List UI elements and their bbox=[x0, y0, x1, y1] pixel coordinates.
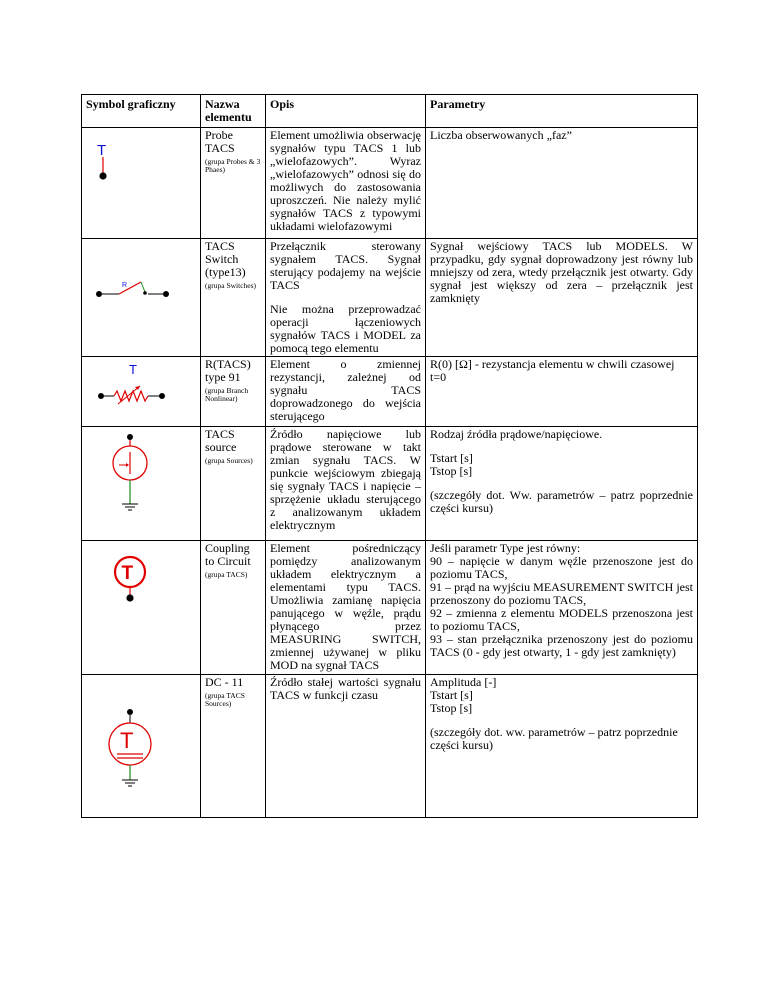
name-cell bbox=[201, 357, 266, 427]
element-name: TACS source bbox=[205, 427, 237, 454]
param-line: Sygnał wejściowy TACS lub MODELS. W przypadku, gdy sygnał doprowadzony jest równy lub mniejszy od zera, wtedy przełącznik jest otwarty. Gdy sygnał jest większy od zera – przełącznik jest zamknięty bbox=[430, 239, 693, 305]
params-cell bbox=[426, 239, 698, 357]
param-line: Amplituda [-] bbox=[430, 675, 497, 689]
table-row bbox=[82, 541, 698, 675]
params-cell bbox=[426, 357, 698, 427]
element-group: (grupa Sources) bbox=[205, 456, 253, 465]
name-cell bbox=[201, 675, 266, 818]
param-line: 93 – stan przełącznika przenoszony jest do poziomu TACS (0 - gdy jest otwarty, 1 - gdy jest zamknięty) bbox=[430, 632, 693, 659]
svg-text:T: T bbox=[120, 728, 134, 753]
params-cell bbox=[426, 128, 698, 239]
desc-cell bbox=[266, 239, 426, 357]
param-line: Tstop [s] bbox=[430, 701, 473, 715]
table-row bbox=[82, 239, 698, 357]
name-cell bbox=[201, 541, 266, 675]
param-line: (szczegóły dot. Ww. parametrów – patrz poprzednie części kursu) bbox=[430, 488, 693, 515]
desc-cell: Element o zmiennej rezystancji, zależnej od sygnału TACS doprowadzonego do wejścia sterującego bbox=[266, 357, 426, 427]
svg-text:T: T bbox=[121, 563, 134, 584]
element-name: Probe TACS bbox=[205, 128, 235, 155]
element-group: (grupa TACS) bbox=[205, 570, 248, 579]
symbol-cell bbox=[82, 427, 201, 541]
param-line: Tstart [s] bbox=[430, 451, 473, 465]
param-line: 92 – zmienna z elementu MODELS przenoszona jest to poziomu TACS, bbox=[430, 606, 693, 633]
tacs-switch-symbol bbox=[94, 259, 184, 309]
symbol-cell bbox=[82, 357, 201, 427]
param-line: 90 – napięcie w danym węźle przenoszone jest do poziomu TACS, bbox=[430, 554, 693, 581]
header-name: Nazwa elementu bbox=[201, 95, 266, 128]
param-line: Jeśli parametr Type jest równy: bbox=[430, 541, 581, 555]
dc11-source-symbol bbox=[102, 708, 162, 808]
name-cell bbox=[201, 239, 266, 357]
desc-cell: Element pośredniczący pomiędzy analizowanym układem elektrycznym a elementami typu TACS. Umożliwia zamianę napięcia panującego w węźle, prądu płynącego przez MEASURING SWITCH, zmiennej używanej w pliku MOD na sygnał TACS bbox=[266, 541, 426, 675]
desc-cell: Źródło napięciowe lub prądowe sterowane w takt zmian sygnału TACS. W punkcie wejściowym zbiegają się sygnały TACS i napięcie – sprzężenie układu sterującego z analizowanym układem elektrycznym bbox=[266, 427, 426, 541]
symbol-cell bbox=[82, 239, 201, 357]
param-line: (szczegóły dot. ww. parametrów – patrz poprzednie części kursu) bbox=[430, 725, 678, 752]
table-row bbox=[82, 675, 698, 818]
tacs-source-symbol bbox=[106, 432, 166, 532]
probe-tacs-symbol bbox=[92, 140, 152, 200]
desc-cell: Źródło stałej wartości sygnału TACS w funkcji czasu bbox=[266, 675, 426, 818]
desc-note: Nie można przeprowadzać operacji łączeniowych sygnałów TACS i MODEL za pomocą tego elementu bbox=[270, 302, 421, 355]
desc-cell: Element umożliwia obserwację sygnałów typu TACS 1 lub „wielofazowych”. Wyraz „wielofazowych” odnosi się do możliwych do zastosowania uproszczeń. Nie należy mylić sygnałów TACS z typowymi układami wielofazowymi bbox=[266, 128, 426, 239]
desc-text: Przełącznik sterowany sygnałem TACS. Sygnał sterujący podajemy na wejście TACS bbox=[270, 239, 421, 292]
params-cell bbox=[426, 427, 698, 541]
param-line: Tstop [s] bbox=[430, 464, 473, 478]
element-name: R(TACS) type 91 bbox=[205, 357, 251, 384]
table-row bbox=[82, 427, 698, 541]
symbol-cell bbox=[82, 128, 201, 239]
element-name: DC - 11 bbox=[205, 675, 244, 689]
params-cell bbox=[426, 541, 698, 675]
element-group: (grupa Probes & 3 Phaes) bbox=[205, 157, 261, 174]
svg-text:T: T bbox=[129, 362, 137, 377]
symbol-cell bbox=[82, 675, 201, 818]
header-row bbox=[82, 95, 698, 128]
element-name: Coupling to Circuit bbox=[205, 541, 251, 568]
param-line: Liczba obserwowanych „faz” bbox=[430, 128, 572, 142]
header-params: Parametry bbox=[426, 95, 698, 128]
name-cell bbox=[201, 128, 266, 239]
symbol-cell bbox=[82, 541, 201, 675]
element-name: TACS Switch (type13) bbox=[205, 239, 246, 279]
table-row bbox=[82, 128, 698, 239]
element-group: (grupa TACS Sources) bbox=[205, 691, 245, 708]
variable-resistor-symbol bbox=[96, 359, 186, 419]
svg-text:R: R bbox=[122, 282, 128, 289]
name-cell bbox=[201, 427, 266, 541]
table-row bbox=[82, 357, 698, 427]
element-group: (grupa Switches) bbox=[205, 281, 257, 290]
param-line: Rodzaj źródła prądowe/napięciowe. bbox=[430, 427, 603, 441]
svg-text:T: T bbox=[97, 142, 107, 159]
param-line: R(0) [Ω] - rezystancja elementu w chwili czasowej t=0 bbox=[430, 357, 675, 384]
param-line: Tstart [s] bbox=[430, 688, 473, 702]
coupling-to-circuit-symbol bbox=[106, 552, 166, 622]
header-symbol: Symbol graficzny bbox=[82, 95, 201, 128]
params-cell bbox=[426, 675, 698, 818]
param-line: 91 – prąd na wyjściu MEASUREMENT SWITCH jest przenoszony do poziomu TACS, bbox=[430, 580, 693, 607]
element-group: (grupa Branch Nonlinear) bbox=[205, 386, 249, 403]
elements-table bbox=[81, 94, 698, 818]
header-desc: Opis bbox=[266, 95, 426, 128]
